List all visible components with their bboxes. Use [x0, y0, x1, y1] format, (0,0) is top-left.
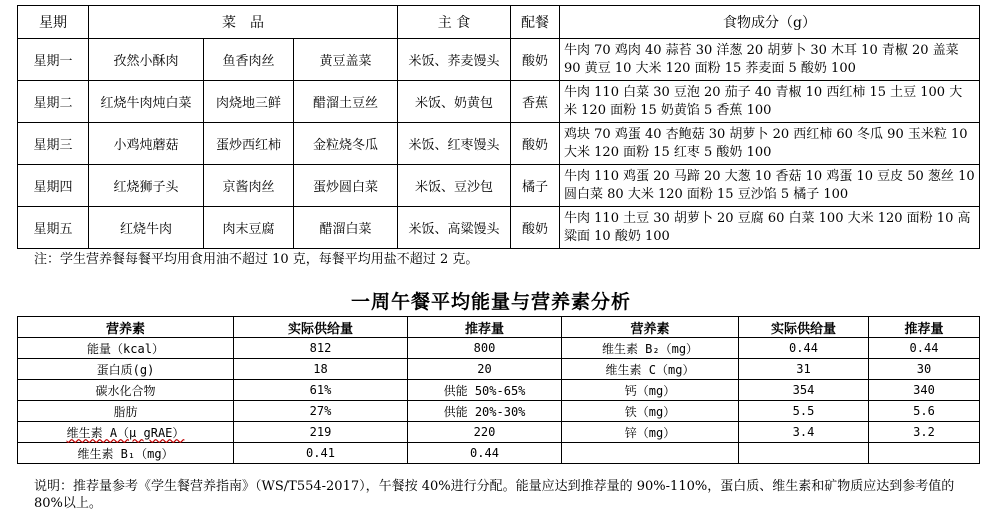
nutrition-row: [18, 443, 980, 464]
dish-cell: 黄豆盖菜: [294, 39, 398, 81]
side-cell: 酸奶: [511, 39, 560, 81]
staple-cell: 米饭、高粱馒头: [398, 207, 511, 249]
actual-value: 219: [234, 422, 408, 443]
nutrition-row: [18, 359, 980, 380]
nutrient-name: [18, 422, 234, 443]
header-side: 配餐: [511, 6, 560, 39]
recommended-value: 20: [408, 359, 562, 380]
header-recommended: 推荐量: [408, 317, 562, 338]
nutrition-row: [18, 380, 980, 401]
weekly-menu-table: [17, 5, 980, 249]
header-actual: 实际供给量: [739, 317, 869, 338]
staple-cell: 米饭、豆沙包: [398, 165, 511, 207]
nutrient-name: 铁（mg）: [562, 401, 739, 422]
header-day: 星期: [18, 6, 89, 39]
dish-cell: 蛋炒西红柿: [204, 123, 294, 165]
actual-value: 0.41: [234, 443, 408, 464]
nutrient-name: 脂肪: [18, 401, 234, 422]
recommended-value: 30: [869, 359, 980, 380]
recommended-value: 340: [869, 380, 980, 401]
nutrient-name: 维生素 B₁（mg）: [18, 443, 234, 464]
header-actual: 实际供给量: [234, 317, 408, 338]
dish-cell: 醋溜白菜: [294, 207, 398, 249]
side-cell: 橘子: [511, 165, 560, 207]
actual-value: 812: [234, 338, 408, 359]
nutrition-title: 一周午餐平均能量与营养素分析: [350, 291, 631, 313]
nutrient-name: 蛋白质(g): [18, 359, 234, 380]
actual-value: 3.4: [739, 422, 869, 443]
dish-cell: 金粒烧冬瓜: [294, 123, 398, 165]
header-composition: 食物成分（g）: [560, 6, 980, 39]
actual-value: 27%: [234, 401, 408, 422]
actual-value: 0.44: [739, 338, 869, 359]
menu-note: 注：学生营养餐每餐平均用食用油不超过 10 克，每餐平均用盐不超过 2 克。: [34, 252, 479, 267]
header-staple: 主 食: [398, 6, 511, 39]
actual-value: 5.5: [739, 401, 869, 422]
actual-value: [739, 443, 869, 464]
menu-row-friday: [18, 207, 980, 249]
day-cell: 星期一: [18, 39, 89, 81]
dish-cell: 肉末豆腐: [204, 207, 294, 249]
recommended-value: 3.2: [869, 422, 980, 443]
menu-row-tuesday: [18, 81, 980, 123]
menu-header-row: [18, 6, 980, 39]
actual-value: 18: [234, 359, 408, 380]
day-cell: 星期四: [18, 165, 89, 207]
actual-value: 354: [739, 380, 869, 401]
dish-cell: 肉烧地三鲜: [204, 81, 294, 123]
nutrient-name: 维生素 C（mg）: [562, 359, 739, 380]
nutrient-name: 碳水化合物: [18, 380, 234, 401]
dish-cell: 红烧狮子头: [89, 165, 204, 207]
dish-cell: 红烧牛肉: [89, 207, 204, 249]
day-cell: 星期二: [18, 81, 89, 123]
dish-cell: 孜然小酥肉: [89, 39, 204, 81]
dish-cell: 蛋炒圆白菜: [294, 165, 398, 207]
composition-cell: 牛肉 110 鸡蛋 20 马蹄 20 大葱 10 香菇 10 鸡蛋 10 豆皮 50 葱丝 10 圆白菜 80 大米 120 面粉 15 豆沙馅 5 橘子 100: [560, 165, 980, 207]
dish-cell: 鱼香肉丝: [204, 39, 294, 81]
recommended-value: [869, 443, 980, 464]
menu-row-monday: [18, 39, 980, 81]
dish-cell: 小鸡炖蘑菇: [89, 123, 204, 165]
staple-cell: 米饭、红枣馒头: [398, 123, 511, 165]
actual-value: 31: [739, 359, 869, 380]
header-nutrient: 营养素: [18, 317, 234, 338]
staple-cell: 米饭、荞麦馒头: [398, 39, 511, 81]
recommended-value: 0.44: [869, 338, 980, 359]
nutrition-table: [17, 316, 980, 464]
header-recommended: 推荐量: [869, 317, 980, 338]
side-cell: 香蕉: [511, 81, 560, 123]
nutrition-row: [18, 401, 980, 422]
nutrient-name: 能量（kcal）: [18, 338, 234, 359]
side-cell: 酸奶: [511, 207, 560, 249]
staple-cell: 米饭、奶黄包: [398, 81, 511, 123]
composition-cell: 鸡块 70 鸡蛋 40 杏鲍菇 30 胡萝卜 20 西红柿 60 冬瓜 90 玉米粒 10 大米 120 面粉 15 红枣 5 酸奶 100: [560, 123, 980, 165]
nutrient-name: 钙（mg）: [562, 380, 739, 401]
header-dishes: 菜 品: [89, 6, 398, 39]
nutrient-name: 锌（mg）: [562, 422, 739, 443]
recommended-value: 供能 20%-30%: [408, 401, 562, 422]
nutrient-name: [562, 443, 739, 464]
dish-cell: 红烧牛肉炖白菜: [89, 81, 204, 123]
recommended-value: 0.44: [408, 443, 562, 464]
menu-row-thursday: [18, 165, 980, 207]
composition-cell: 牛肉 110 白菜 30 豆泡 20 茄子 40 青椒 10 西红柿 15 土豆 100 大米 120 面粉 15 奶黄馅 5 香蕉 100: [560, 81, 980, 123]
actual-value: 61%: [234, 380, 408, 401]
header-nutrient: 营养素: [562, 317, 739, 338]
menu-row-wednesday: [18, 123, 980, 165]
recommended-value: 800: [408, 338, 562, 359]
day-cell: 星期三: [18, 123, 89, 165]
nutrient-name-text: 维生素 A（μ gRAE）: [66, 425, 185, 440]
day-cell: 星期五: [18, 207, 89, 249]
nutrient-name: 维生素 B₂（mg）: [562, 338, 739, 359]
dish-cell: 醋溜土豆丝: [294, 81, 398, 123]
composition-cell: 牛肉 70 鸡肉 40 蒜苔 30 洋葱 20 胡萝卜 30 木耳 10 青椒 20 盖菜 90 黄豆 10 大米 120 面粉 15 荞麦面 5 酸奶 100: [560, 39, 980, 81]
nutrition-header-row: [18, 317, 980, 338]
nutrition-row: [18, 338, 980, 359]
recommended-value: 220: [408, 422, 562, 443]
nutrition-note: 说明：推荐量参考《学生餐营养指南》（WS/T554-2017），午餐按 40%进行分配。能量应达到推荐量的 90%-110%，蛋白质、维生素和矿物质应达到参考值的 80%以上。: [34, 479, 955, 511]
recommended-value: 供能 50%-65%: [408, 380, 562, 401]
dish-cell: 京酱肉丝: [204, 165, 294, 207]
composition-cell: 牛肉 110 土豆 30 胡萝卜 20 豆腐 60 白菜 100 大米 120 面粉 10 高粱面 10 酸奶 100: [560, 207, 980, 249]
side-cell: 酸奶: [511, 123, 560, 165]
nutrition-row: [18, 422, 980, 443]
recommended-value: 5.6: [869, 401, 980, 422]
